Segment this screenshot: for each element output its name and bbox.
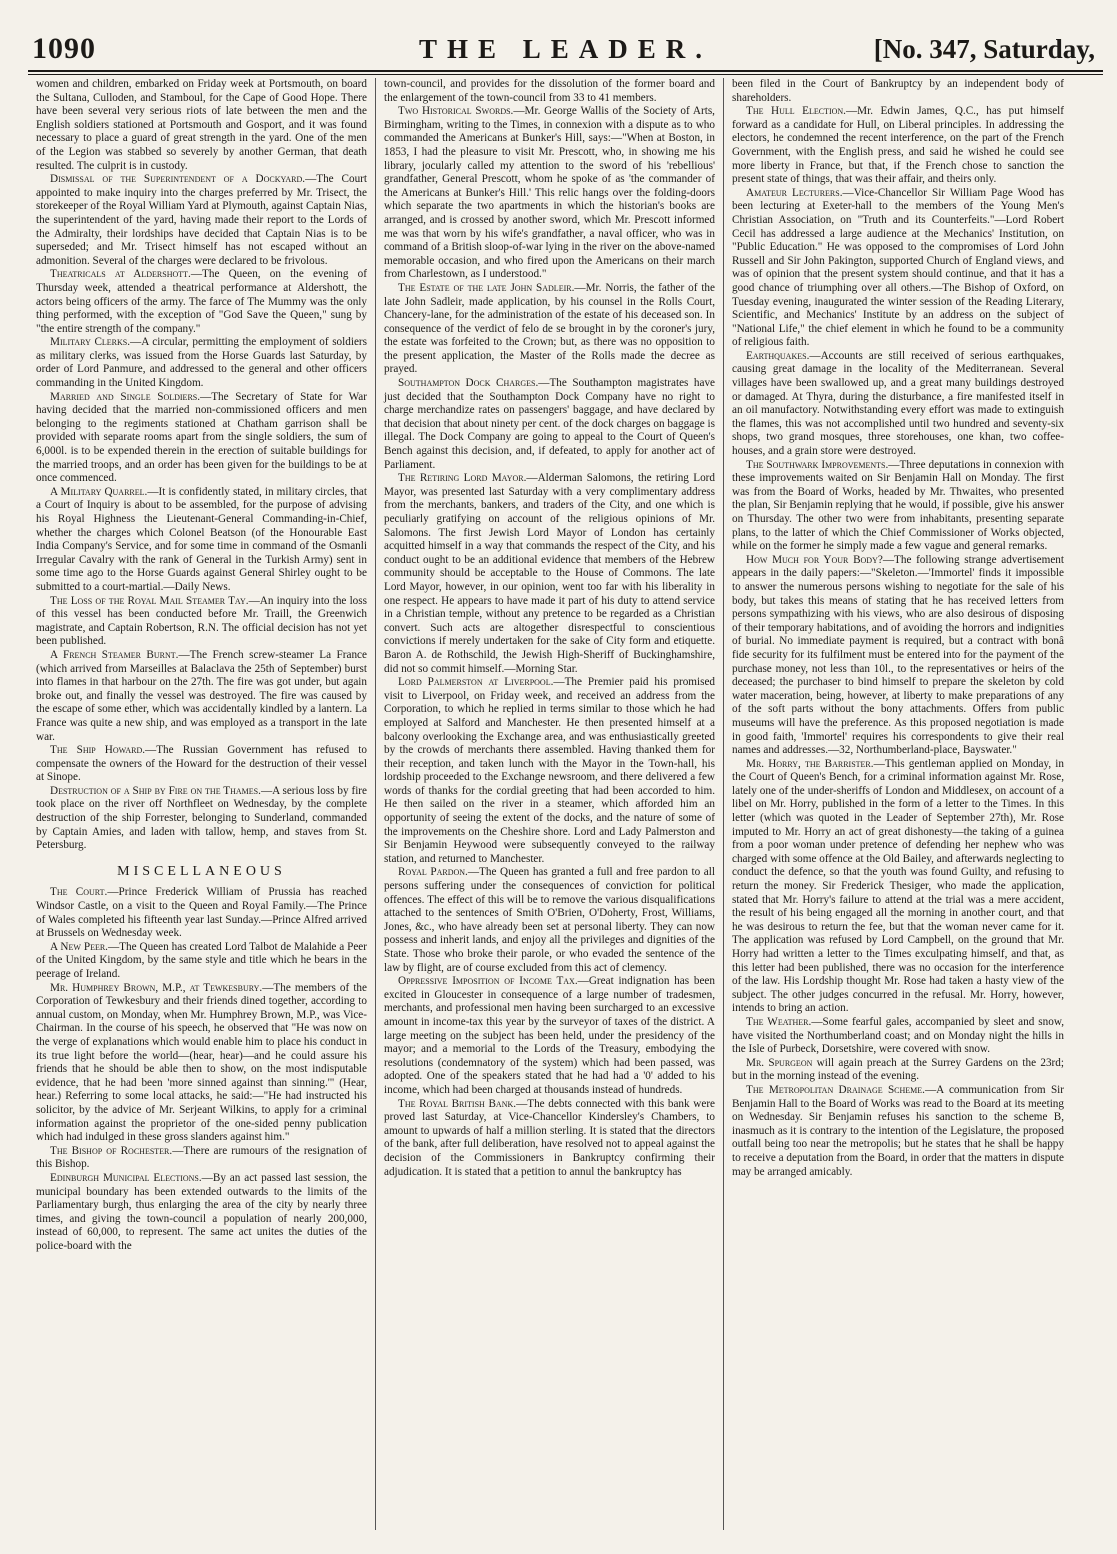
masthead (28, 30, 1103, 78)
newspaper-title: THE LEADER. (418, 34, 713, 64)
article-paragraph (384, 105, 715, 282)
article-heading: The Royal British Bank. (398, 1097, 517, 1110)
article-paragraph (732, 1084, 1064, 1179)
article-body: —A communication from Sir Benjamin Hall to the Board of Works was read to the Board at its meeting on Wednesday. Sir Benjamin refuses his sanction to the scheme B, inasmuch as it is contrary to the intention of the Legislature, the proposed outfall being too near the metropolis; but he states that he shall be happy to receive a deputation from the Board, in order that the matters in dispute may be arranged amicably. (732, 1083, 1064, 1178)
article-paragraph (36, 1172, 367, 1254)
article-paragraph (36, 486, 367, 595)
article-heading: The Southwark Improvements. (746, 458, 889, 471)
article-body: —The members of the Corporation of Tewkesbury and their friends dined together, according to annual custom, on Monday, when Mr. Humphrey Brown, M.P., was Vice-Chairman. In the course of his speech, he observed that "He was now on the verge of explanations which would enable him to place his conduct in its true light before the world—(hear, hear)—and he could assure his friends that he should be able then to show, on the most indisputable evidence, that he had been 'more sinned against than sinning.'" (Hear, hear.) Referring to some local attacks, he said:—"He had instructed his solicitor, by the advice of Mr. Serjeant Wilkins, to apply for a criminal information against the proprietor of the one-sided penny publication which had indulged in these gross slanders against him." (36, 981, 367, 1144)
article-heading: A New Peer. (50, 940, 108, 953)
article-paragraph (36, 391, 367, 486)
article-paragraph (384, 377, 715, 472)
article-heading: The Court. (50, 886, 108, 899)
article-paragraph: town-council, and provides for the dissolution of the former board and the enlargement of the town-council from 33 to 41 members. (384, 78, 715, 104)
article-paragraph (732, 758, 1064, 1016)
article-paragraph (36, 173, 367, 268)
article-heading: Edinburgh Municipal Elections. (50, 1171, 202, 1184)
article-body: —Alderman Salomons, the retiring Lord Mayor, was presented last Saturday with a very complimentary address from the merchants, bankers, and traders of the City, and one which is peculiarly gratifying on account of the religious opinions of Mr. Salomons. The first Jewish Lord Mayor of London has certainly acquitted himself in a way that commands the respect of the City, and his conduct ought to be an additional evidence that members of the Hebrew community should be acceptable to the House of Commons. The late Lord Mayor, however, in our opinion, went too far with his liberality in one respect. He appears to have made it part of his duty to attend service in a Christian temple, without any pretence to be regarded as a Christian convert. Such acts are altogether disrespectful to conscientious convictions if merely undertaken for the sake of City form and etiquette. Baron A. de Rothschild, the Jewish High-Sheriff of Buckinghamshire, did not so commit himself.—Morning Star. (384, 472, 715, 675)
section-heading: MISCELLANEOUS (117, 863, 286, 879)
article-body: —Some fearful gales, accompanied by sleet and snow, have visited the Northumberland coast; and on Monday night the hills in the Isle of Purbeck, Dorsetshire, were covered with snow. (732, 1015, 1064, 1056)
article-paragraph (36, 886, 367, 940)
header-rule (28, 70, 1103, 75)
article-heading: Earthquakes. (746, 349, 810, 362)
article-paragraph (36, 268, 367, 336)
article-body: —Three deputations in connexion with these improvements waited on Sir Benjamin Hall on Monday. The first was from the Board of Works, headed by Mr. Thwaites, who presented the plan, Sir Benjamin replying that he would, if possible, give his answer on Thursday. The other two were from inhabitants, presenting separate plans, to the latter of which the Chief Commissioner of Works objected, while on the former he simply made a few vague and general remarks. (732, 458, 1064, 553)
article-heading: How Much for Your Body? (746, 553, 883, 566)
issue-label: [No. 347, Saturday, (873, 34, 1095, 64)
article-body: —There are rumours of the resignation of this Bishop. (36, 1144, 367, 1171)
article-paragraph (384, 282, 715, 377)
article-paragraph: women and children, embarked on Friday week at Portsmouth, on board the Sultana, Culloden, and Stamboul, for the Cape of Good Hope. There have been several very serious riots of late between the men and the English soldiers stationed at Portsmouth and Gosport, and it was found necessary to place a guard of great strength in the yard. One of the men of the Legion was stabbed so severely by another German, that death resulted. The culprit is in custody. (36, 78, 367, 172)
article-body: —It is confidently stated, in military circles, that a Court of Inquiry is about to be assembled, for the purpose of advising his Royal Highness the Lieutenant-General Commanding-in-Chief, whether the charges which Colonel Beatson (of the Honourable East India Company's Service, and for some time in command of the Osmanli Irregular Cavalry with the rank of General in the Turkish Army) sent in some time ago to the Horse Guards against General Shirley ought to be submitted to a court-martial.—Daily News. (36, 485, 367, 593)
article-body: —The Queen, on the evening of Thursday week, attended a theatrical performance at Aldershott, the actors being officers of the army. The farce of The Mummy was the only thing performed, with the exception of "God Save the Queen," sung by "the entire strength of the company." (36, 268, 367, 335)
article-heading: Oppressive Imposition of Income Tax. (398, 975, 578, 988)
article-body: —A circular, permitting the employment of soldiers as military clerks, was issued from the Horse Guards last Saturday, by order of Lord Panmure, and addressed to the general and other officers commanding in the United Kingdom. (36, 336, 368, 390)
article-paragraph (36, 336, 367, 390)
article-body: —Mr. George Wallis of the Society of Arts, Birmingham, writing to the Times, in connexion with a dispute as to who commanded the Americans at Bunker's Hill, says:—"When at Boston, in 1853, I had the pleasure to visit Mr. Prescott, who, in showing me his library, jocularly called my attention to the sword of his 'rebellious' grandfather, General Prescott, whom he spoke of as 'the commander of the Americans at Bunker's Hill.' This relic hangs over the folding-doors which separate the two apartments in which the historian's books are arranged, and is crossed by another sword, which Mr. Prescott informed me was that worn by his wife's grandfather, a naval officer, who was in command of a British sloop-of-war lying in the river on the above-named memorable occasion, and who fired upon the Americans on their march from Charlestown, as I understood." (384, 105, 715, 281)
article-paragraph (732, 187, 1064, 350)
article-body: —Mr. Norris, the father of the late John Sadleir, made application, by his counsel in the Rolls Court, Chancery-lane, for the administration of the estate of his deceased son. In consequence of the verdict of felo de se brought in by the coroner's jury, the estate was forfeited to the Crown; but, as there was no opposition to the present application, the Master of the Rolls made the decree as prayed. (384, 281, 715, 376)
article-body: —The French screw-steamer La France (which arrived from Marseilles at Balaclava the 25th of September) burst into flames in that harbour on the 27th. The fire was got under, but again broke out, and finally the vessel was destroyed. The fire was caused by the escape of some ether, which was accidentally kindled by a lantern. La France was quite a new ship, and was employed as a transport in the late war. (36, 648, 367, 743)
article-paragraph (36, 744, 367, 785)
column-3 (724, 78, 1072, 1530)
article-body: —The Russian Government has refused to compensate the owners of the Howard for the destruction of their vessel at Sinope. (36, 744, 367, 784)
article-body: —This gentleman applied on Monday, in the Court of Queen's Bench, for a criminal information against Mr. Rose, lately one of the under-sheriffs of London and Middlesex, on account of a libel on Mr. Horry, published in the form of a letter to the Times. In this letter (which was quoted in the Leader of September 27th), Mr. Rose imputed to Mr. Horry an act of great dishonesty—the taking of a guinea from a poor woman under pretence of defending her nephew who was charged with some offence at the Old Bailey, and afterwards neglecting to conduct the defence, so that the youth was found Guilty, and refusing to return the money. Sir Frederick Thesiger, who made the application, stated that Mr. Horry's failure to attend at the trial was a mere accident, the result of his being engaged all the morning in another court, and that he was desirous to return the fee, but that the woman never came for it. The application was refused by Lord Campbell, on the ground that Mr. Horry had written a letter to the Times exculpating himself, and that, as this letter had been published, there was no occasion for the interference of the law. His Lordship thought Mr. Rose had taken a hasty view of the subject. The other judges concurred in the refusal. Mr. Horry, however, intends to bring an action. (732, 757, 1064, 1015)
article-paragraph (732, 554, 1064, 758)
article-paragraph (732, 105, 1064, 187)
article-paragraph (384, 866, 715, 975)
article-body: —By an act passed last session, the municipal boundary has been extended outwards to the limits of the Parliamentary burgh, thus enlarging the area of the city by nearly three times, and giving the town-council a population of nearly 200,000, instead of 60,000, to represent. The same act unites the duties of the police-board with the (36, 1171, 367, 1252)
article-heading: Destruction of a Ship by Fire on the Thames. (50, 784, 261, 797)
article-paragraph (384, 676, 715, 866)
article-body: —Mr. Edwin James, Q.C., has put himself forward as a candidate for Hull, on Liberal principles. In addressing the electors, he condemned the recent interference, on the part of the French Government, with the English press, and said he wished he could see more liberty in France, but that, if the French chose to sanction the present state of things, that was their affair, and theirs only. (732, 105, 1064, 186)
article-paragraph (384, 472, 715, 676)
article-paragraph (384, 1098, 715, 1180)
article-body: —The debts connected with this bank were proved last Saturday, at Vice-Chancellor Kindersley's Chambers, to amount to upwards of half a million sterling. It is stated that the directors of the bank, after full deliberation, have resolved not to appeal against the decision of the Commissioners in Bankruptcy confirming their adjudication. It is stated that a petition to annul the bankruptcy has (384, 1097, 716, 1178)
article-paragraph: been filed in the Court of Bankruptcy by an independent body of shareholders. (732, 78, 1064, 104)
article-body: —The Premier paid his promised visit to Liverpool, on Friday week, and received an address from the Corporation, to which he replied in terms similar to those which he had employed at Salford and Manchester. He then presented himself at a balcony overlooking the Exchange area, and was enthusiastically greeted by the crowds of merchants there assembled. Having thanked them for their reception, and taken lunch with the Mayor in the Town-hall, his lordship proceeded to the Exchange newsroom, and there delivered a few words of thanks for the cordial greeting that had been accorded to him. He then sailed on the river in a steamer, which afforded him an opportunity of seeing the extent of the docks, and the nature of some of the improvements on the Cheshire shore. Lord and Lady Palmerston and Sir Benjamin Heywood were subsequently conveyed to the railway station, and returned to Manchester. (384, 676, 716, 865)
article-paragraph (36, 941, 367, 982)
article-heading: Military Clerks. (50, 336, 131, 349)
article-heading: Mr. Spurgeon (746, 1056, 813, 1069)
article-heading: A Military Quarrel. (50, 485, 148, 498)
column-2 (376, 78, 724, 1530)
article-body: —A serious loss by fire took place on the river off Northfleet on Wednesday, by the complete destruction of the ship Forrester, belonging to Sunderland, commanded by Captain Amies, and laden with tallow, hemp, and staves from St. Petersburg. (36, 784, 368, 852)
article-heading: The Metropolitan Drainage Scheme. (746, 1083, 925, 1096)
article-heading: Two Historical Swords. (398, 105, 514, 118)
article-paragraph (36, 649, 367, 744)
article-heading: The Estate of the late John Sadleir. (398, 281, 575, 294)
article-body: —The Queen has created Lord Talbot de Malahide a Peer of the United Kingdom, by the same style and title which he bears in the peerage of Ireland. (36, 940, 367, 980)
article-body: —Great indignation has been excited in Gloucester in consequence of a large number of tradesmen, merchants, and professional men having been surcharged to an excessive amount in income-tax this year by the surveyor of taxes of the district. A large meeting on the subject has been held, under the presidency of the mayor; and a memorial to the Lords of the Treasury, embodying the resolutions (condemnatory of the system) which had been passed, was adopted. One of the speakers stated that he had had a '0' added to his income, which had been charged at thousands instead of hundreds. (384, 975, 715, 1096)
article-paragraph (732, 1057, 1064, 1084)
article-heading: Married and Single Soldiers. (50, 390, 201, 403)
article-heading: The Ship Howard. (50, 744, 146, 757)
article-heading: Mr. Humphrey Brown, M.P., at Tewkesbury. (50, 981, 263, 994)
column-1 (28, 78, 376, 1530)
article-heading: A French Steamer Burnt. (50, 648, 179, 661)
article-paragraph (732, 350, 1064, 459)
article-paragraph (732, 459, 1064, 554)
article-paragraph (36, 1145, 367, 1172)
article-heading: The Bishop of Rochester. (50, 1144, 173, 1157)
article-heading: Theatricals at Aldershott. (50, 268, 191, 281)
article-heading: Amateur Lecturers. (746, 186, 843, 199)
article-heading: The Weather. (746, 1015, 812, 1028)
article-heading: Royal Pardon. (398, 866, 468, 879)
article-body: —The Secretary of State for War having decided that the married non-commissioned officers and men belonging to the regiments stationed at Chatham garrison shall be provided with separate rooms apart from the single soldiers, the sum of 6,000l. is to be expended therein in the erection of suitable buildings for the married troops, and an order has been given for the buildings to be at once commenced. (36, 390, 367, 485)
article-body: —Vice-Chancellor Sir William Page Wood has been lecturing at Exeter-hall to the members of the Young Men's Christian Association, on "Truth and its Counterfeits."—Lord Robert Cecil has addressed a large audience at the Mechanics' Institution, on "Public Education." He was opposed to the compromises of Lord John Russell and Sir John Pakington, supported Church of England views, and was of opinion that the present system should continue, and that it has a good chance of triumphing over all others.—The Bishop of Oxford, on Tuesday evening, inaugurated the winter session of the Reading Literary, Scientific, and Mechanics' Institute by an address on the subject of "National Life," the chief element in which he found to be a community of religious faith. (732, 186, 1064, 349)
article-body: —The following strange advertisement appears in the daily papers:—"Skeleton.—'Immortel' finds it impossible to answer the numerous persons wishing to negotiate for the sale of his body, but takes this means of stating that he has received letters from persons sympathizing with his views, who are also desirous of disposing of their temporary habitations, and of avoiding the horrors and indignities of burial. No immediate payment is required, but a contract with bonâ fide security for its fulfilment must be entered into for the payment of the purchase money, not less than 10l., to the representatives or heirs of the deceased; the purchaser to bind himself to prepare the skeleton by cold water maceration, being, however, at liberty to make preparations of any of the soft parts without the bony attachments. Offers from public museums will have the preference. As this proposed negotiation is made in good faith, 'Immortel' requires his correspondents to give their real names and addresses.—32, Northumberland-place, Bayswater." (732, 553, 1064, 757)
article-body: will again preach at the Surrey Gardens on the 23rd; but in the morning instead of the evening. (732, 1056, 1064, 1083)
article-paragraph (384, 975, 715, 1097)
article-heading: Southampton Dock Charges. (398, 377, 539, 390)
article-heading: The Hull Election. (746, 105, 846, 118)
article-heading: Dismissal of the Superintendent of a Dockyard. (50, 173, 306, 186)
columns (28, 78, 1103, 1530)
article-body: —Accounts are still received of serious earthquakes, causing great damage in the locality of the Mediterranean. Several villages have been swallowed up, and a great many buildings destroyed or damaged. At Thyra, during the disturbance, a fire manifested itself in an oil manufactory. Notwithstanding every effort was made to extinguish the flames, this was not accomplished until two hundred and seventy-six shops, two grand mosques, three storehouses, one khan, two coffee-houses, and a grain store were destroyed. (732, 349, 1064, 458)
article-body: —The Court appointed to make inquiry into the charges preferred by Mr. Trisect, the storekeeper of the Royal William Yard at Plymouth, against Captain Nias, the superintendent of the yard, having made their report to the Lords of the Admiralty, their lordships have decided that Captain Nias is to be superseded; and Mr. Trisect himself has not escaped without an admonition. Several of the charges were declared to be frivolous. (36, 173, 367, 267)
article-body: —The Southampton magistrates have just decided that the Southampton Dock Company have no right to charge merchandize rates on passengers' baggage, and have declared by that decision that about ninety per cent. of the dock charges on baggage is illegal. The Dock Company are going to appeal to the Court of Queen's Bench against this decision, and, if defeated, to apply for another act of Parliament. (384, 377, 715, 471)
article-heading: Mr. Horry, the Barrister. (746, 757, 874, 770)
article-paragraph (36, 982, 367, 1145)
article-paragraph (36, 595, 367, 649)
article-heading: Lord Palmerston at Liverpool. (398, 676, 554, 689)
article-paragraph (732, 1016, 1064, 1057)
article-body: —The Queen has granted a full and free pardon to all persons suffering under the consequences of conviction for political offences. The effect of this will be to remove the various disqualifications attached to the sentences of Smith O'Brien, O'Doherty, Frost, Williams, Jones, &c., who have already been set at personal liberty. They can now possess and inherit lands, and enjoy all the privileges and dignities of the State. Those who broke their parole, or who evaded the sentence of the law by flight, are of course excluded from this act of clemency. (384, 866, 715, 974)
article-body: —An inquiry into the loss of this vessel has been conducted before Mr. Traill, the Greenwich magistrate, and Captain Robertson, R.N. The official decision has not yet been published. (36, 594, 367, 648)
article-body: —Prince Frederick William of Prussia has reached Windsor Castle, on a visit to the Queen and Royal Family.—The Prince of Wales completed his fifteenth year last Sunday.—Prince Alfred arrived at Brussels on Wednesday week. (36, 886, 367, 940)
article-heading: The Retiring Lord Mayor. (398, 472, 527, 485)
page-number: 1090 (32, 32, 96, 65)
article-paragraph (36, 785, 367, 853)
article-heading: The Loss of the Royal Mail Steamer Tay. (50, 594, 249, 607)
